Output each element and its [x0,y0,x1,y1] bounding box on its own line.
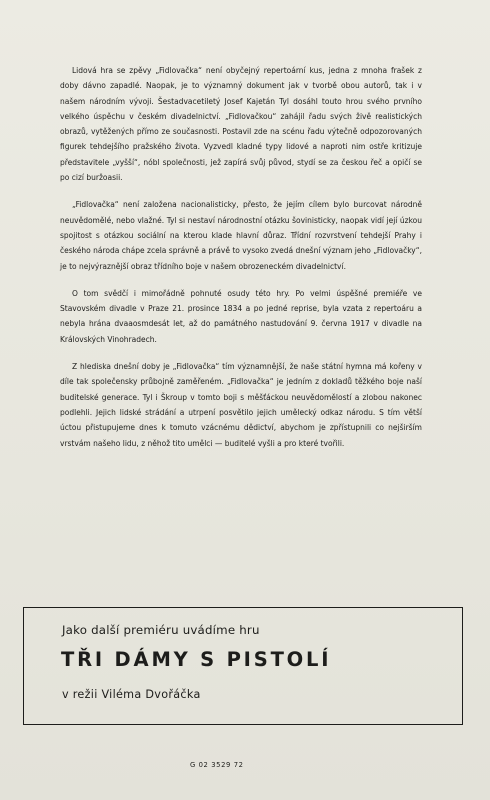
paragraph-intro: Lidová hra se zpěvy „Fidlovačka“ není obyčejný repertoární kus, jedna z mnoha frašek z doby dávno zapadlé. Naopak, je to významný dokument jak v tvorbě obou autorů, tak i v našem národním vývoji. Šestadvacetiletý Josef Kajetán Tyl dosáhl touto hrou svého prvního velkého úspěchu v českém divadelnictví. „Fidlovačkou“ zahájil řadu svých živě realistických obrazů, vytěžených přímo ze současnosti. Postavil zde na scénu řadu výtečně odpozorovaných figurek tehdejšího pražského života. Vyzvedl kladné typy lidové a naproti nim ostře kritizuje představitele „vyšší“, nóbl společnosti, jež zapírá svůj původ, stydí se za českou řeč a opičí se po cizí buržoasii. [60,65,422,183]
article-text [60,63,422,463]
paragraph-legacy: Z hlediska dnešní doby je „Fidlovačka“ tím významnější, že naše státní hymna má kořeny v díle tak společensky průbojně zaměřeném. „Fidlovačka“ je jedním z dokladů těžkého boje naší buditelské generace. Tyl i Škroup v tomto boji s měšťáckou neuvědomělostí a zlobou nakonec podlehli. Jejich lidské strádání a utrpení posvětilo jejich umělecký odkaz národu. S tím větší úctou přistupujeme dnes k tomuto vzácnému dědictví, abychom je zpřístupnili co nejširším vrstvám našeho lidu, z něhož tito umělci — buditelé vyšli a pro které tvořili. [60,361,422,448]
paragraph-class-struggle: „Fidlovačka“ není založena nacionalisticky, přesto, že jejím cílem bylo burcovat národně neuvědomělé, nebo vlažné. Tyl si nestaví národnostní otázku šovinisticky, naopak vidí její úzkou spojitost s otázkou sociální na kterou klade hlavní důraz. Třídní rozvrstvení tehdejší Prahy i českého národa chápe zcela správně a právě to vysoko zvedá dnešní význam jeho „Fidlovačky“, je to nejvýraznější obraz třídního boje v našem obrozeneckém divadelnictví. [60,199,422,271]
print-code: G 02 3529 72 [190,761,244,769]
announcement-title: TŘI DÁMY S PISTOLÍ [61,648,332,671]
announcement-direction: v režii Viléma Dvořáčka [62,688,201,701]
premiere-announcement-box [23,607,463,725]
announcement-lead: Jako další premiéru uvádíme hru [62,623,260,637]
paragraph-history: O tom svědčí i mimořádně pohnuté osudy této hry. Po velmi úspěšné premiéře ve Stavovském divadle v Praze 21. prosince 1834 a po jedné reprise, byla vzata z repertoáru a nebyla hrána dvaaosmdesát let, až do památného nastudování 9. června 1917 v divadle na Královských Vinohradech. [60,287,422,344]
